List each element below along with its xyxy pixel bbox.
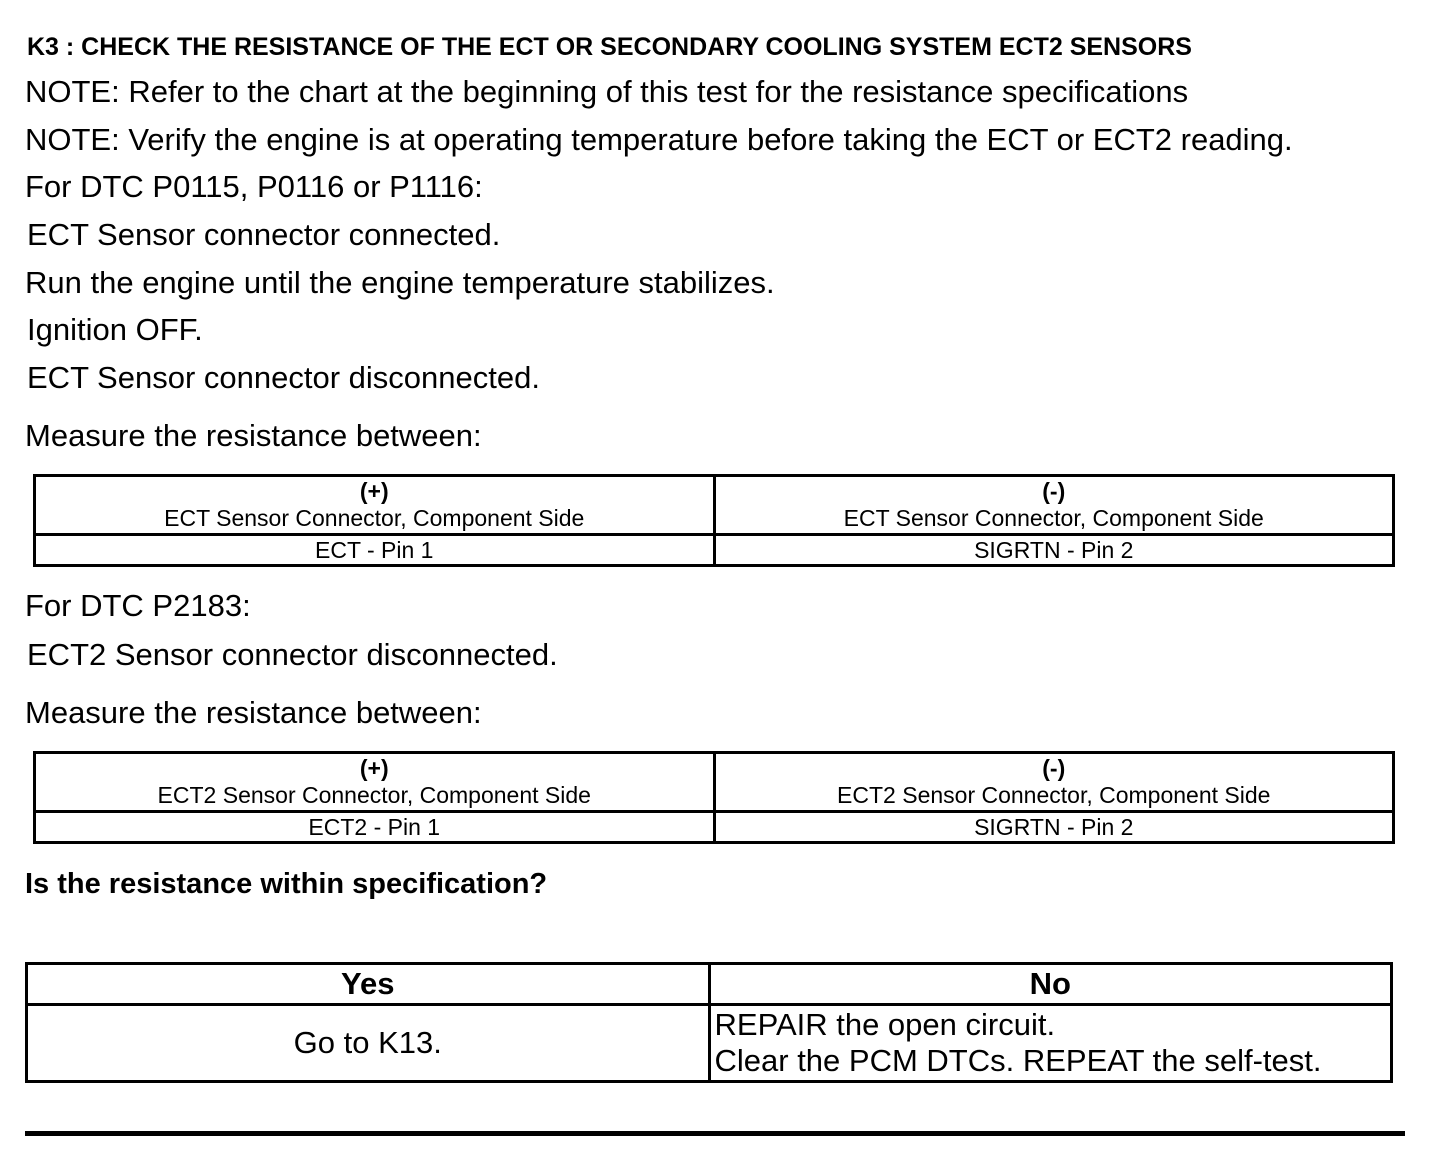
ect2-minus-pin: SIGRTN - Pin 2 [714,812,1394,843]
minus-description: ECT Sensor Connector, Component Side [843,505,1264,531]
step-connector-disconnected: ECT Sensor connector disconnected. [27,360,540,395]
step-ignition-off: Ignition OFF. [27,312,203,347]
plus-description: ECT Sensor Connector, Component Side [164,505,585,531]
ect-plus-header [35,476,715,535]
decision-table [25,962,1393,1083]
minus-description: ECT2 Sensor Connector, Component Side [837,782,1271,808]
specification-question: Is the resistance within specification? [25,868,548,900]
ect2-plus-header [35,753,715,812]
ect2-plus-pin: ECT2 - Pin 1 [35,812,715,843]
dtc-condition-ect: For DTC P0115, P0116 or P1116: [25,169,483,204]
measure-instruction-2: Measure the resistance between: [25,695,482,730]
note-resistance-chart: NOTE: Refer to the chart at the beginning of this test for the resistance specifications [25,74,1189,109]
bottom-divider [25,1131,1405,1136]
step-connector-connected: ECT Sensor connector connected. [27,217,501,252]
yes-header: Yes [27,964,710,1005]
plus-sign: (+) [359,478,389,504]
minus-sign: (-) [1042,478,1066,504]
section-heading: K3 : CHECK THE RESISTANCE OF THE ECT OR SECONDARY COOLING SYSTEM ECT2 SENSORS [27,33,1192,61]
no-action-clear-dtcs: Clear the PCM DTCs. REPEAT the self-test. [714,1043,1322,1078]
ect2-minus-header [714,753,1394,812]
note-operating-temperature: NOTE: Verify the engine is at operating temperature before taking the ECT or ECT2 reading. [25,122,1293,157]
yes-action: Go to K13. [27,1005,710,1082]
minus-sign: (-) [1042,755,1066,781]
no-header: No [709,964,1392,1005]
plus-sign: (+) [359,755,389,781]
ect-measurement-table [33,474,1395,567]
dtc-condition-ect2: For DTC P2183: [25,588,251,623]
ect-minus-header [714,476,1394,535]
ect-minus-pin: SIGRTN - Pin 2 [714,535,1394,566]
ect2-measurement-table [33,751,1395,844]
measure-instruction-1: Measure the resistance between: [25,418,482,453]
step-ect2-disconnected: ECT2 Sensor connector disconnected. [27,637,558,672]
step-run-engine: Run the engine until the engine temperature stabilizes. [25,265,775,300]
no-action [709,1005,1392,1082]
plus-description: ECT2 Sensor Connector, Component Side [157,782,591,808]
no-action-repair: REPAIR the open circuit. [714,1007,1056,1042]
ect-plus-pin: ECT - Pin 1 [35,535,715,566]
